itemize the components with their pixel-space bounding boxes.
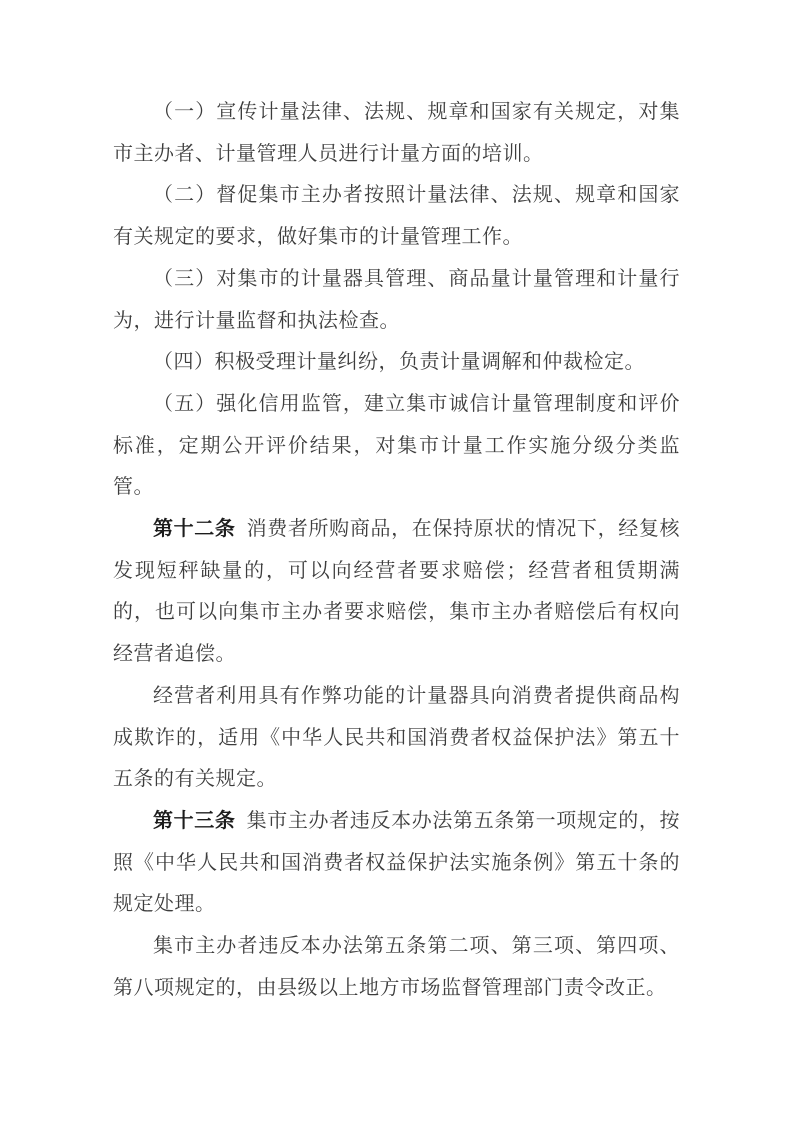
paragraph-text: （一）宣传计量法律、法规、规章和国家有关规定，对集市主办者、计量管理人员进行计量方面的培训。 (113, 101, 680, 165)
paragraph-text: （三）对集市的计量器具管理、商品量计量管理和计量行为，进行计量监督和执法检查。 (113, 267, 680, 332)
paragraph-text: 集市主办者违反本办法第五条第一项规定的，按照《中华人民共和国消费者权益保护法实施条例》第五十条的规定处理。 (113, 809, 681, 916)
paragraph (113, 676, 680, 801)
paragraph-text: （五）强化信用监管，建立集市诚信计量管理制度和评价标准，定期公开评价结果，对集市计量工作实施分级分类监管。 (113, 392, 680, 499)
paragraph (113, 926, 680, 1009)
paragraph-text: 集市主办者违反本办法第五条第二项、第三项、第四项、第八项规定的，由县级以上地方市场监督管理部门责令改正。 (113, 935, 680, 999)
paragraph (113, 259, 680, 342)
paragraph (113, 92, 680, 175)
paragraph-text: 经营者利用具有作弊功能的计量器具向消费者提供商品构成欺诈的，适用《中华人民共和国消费者权益保护法》第五十五条的有关规定。 (113, 684, 680, 791)
paragraph (113, 384, 680, 509)
paragraph-text: （二）督促集市主办者按照计量法律、法规、规章和国家有关规定的要求，做好集市的计量管理工作。 (113, 184, 680, 249)
article-paragraph (113, 509, 680, 676)
article-number: 第十二条 (153, 518, 236, 541)
paragraph (113, 342, 680, 384)
paragraph-text: （四）积极受理计量纠纷，负责计量调解和仲裁检定。 (153, 351, 645, 374)
article-paragraph (113, 801, 680, 926)
document-body (113, 92, 680, 1009)
paragraph (113, 175, 680, 258)
paragraph-text: 消费者所购商品，在保持原状的情况下，经复核发现短秤缺量的，可以向经营者要求赔偿；经营者租赁期满的，也可以向集市主办者要求赔偿，集市主办者赔偿后有权向经营者追偿。 (113, 518, 681, 666)
article-number: 第十三条 (153, 809, 236, 832)
